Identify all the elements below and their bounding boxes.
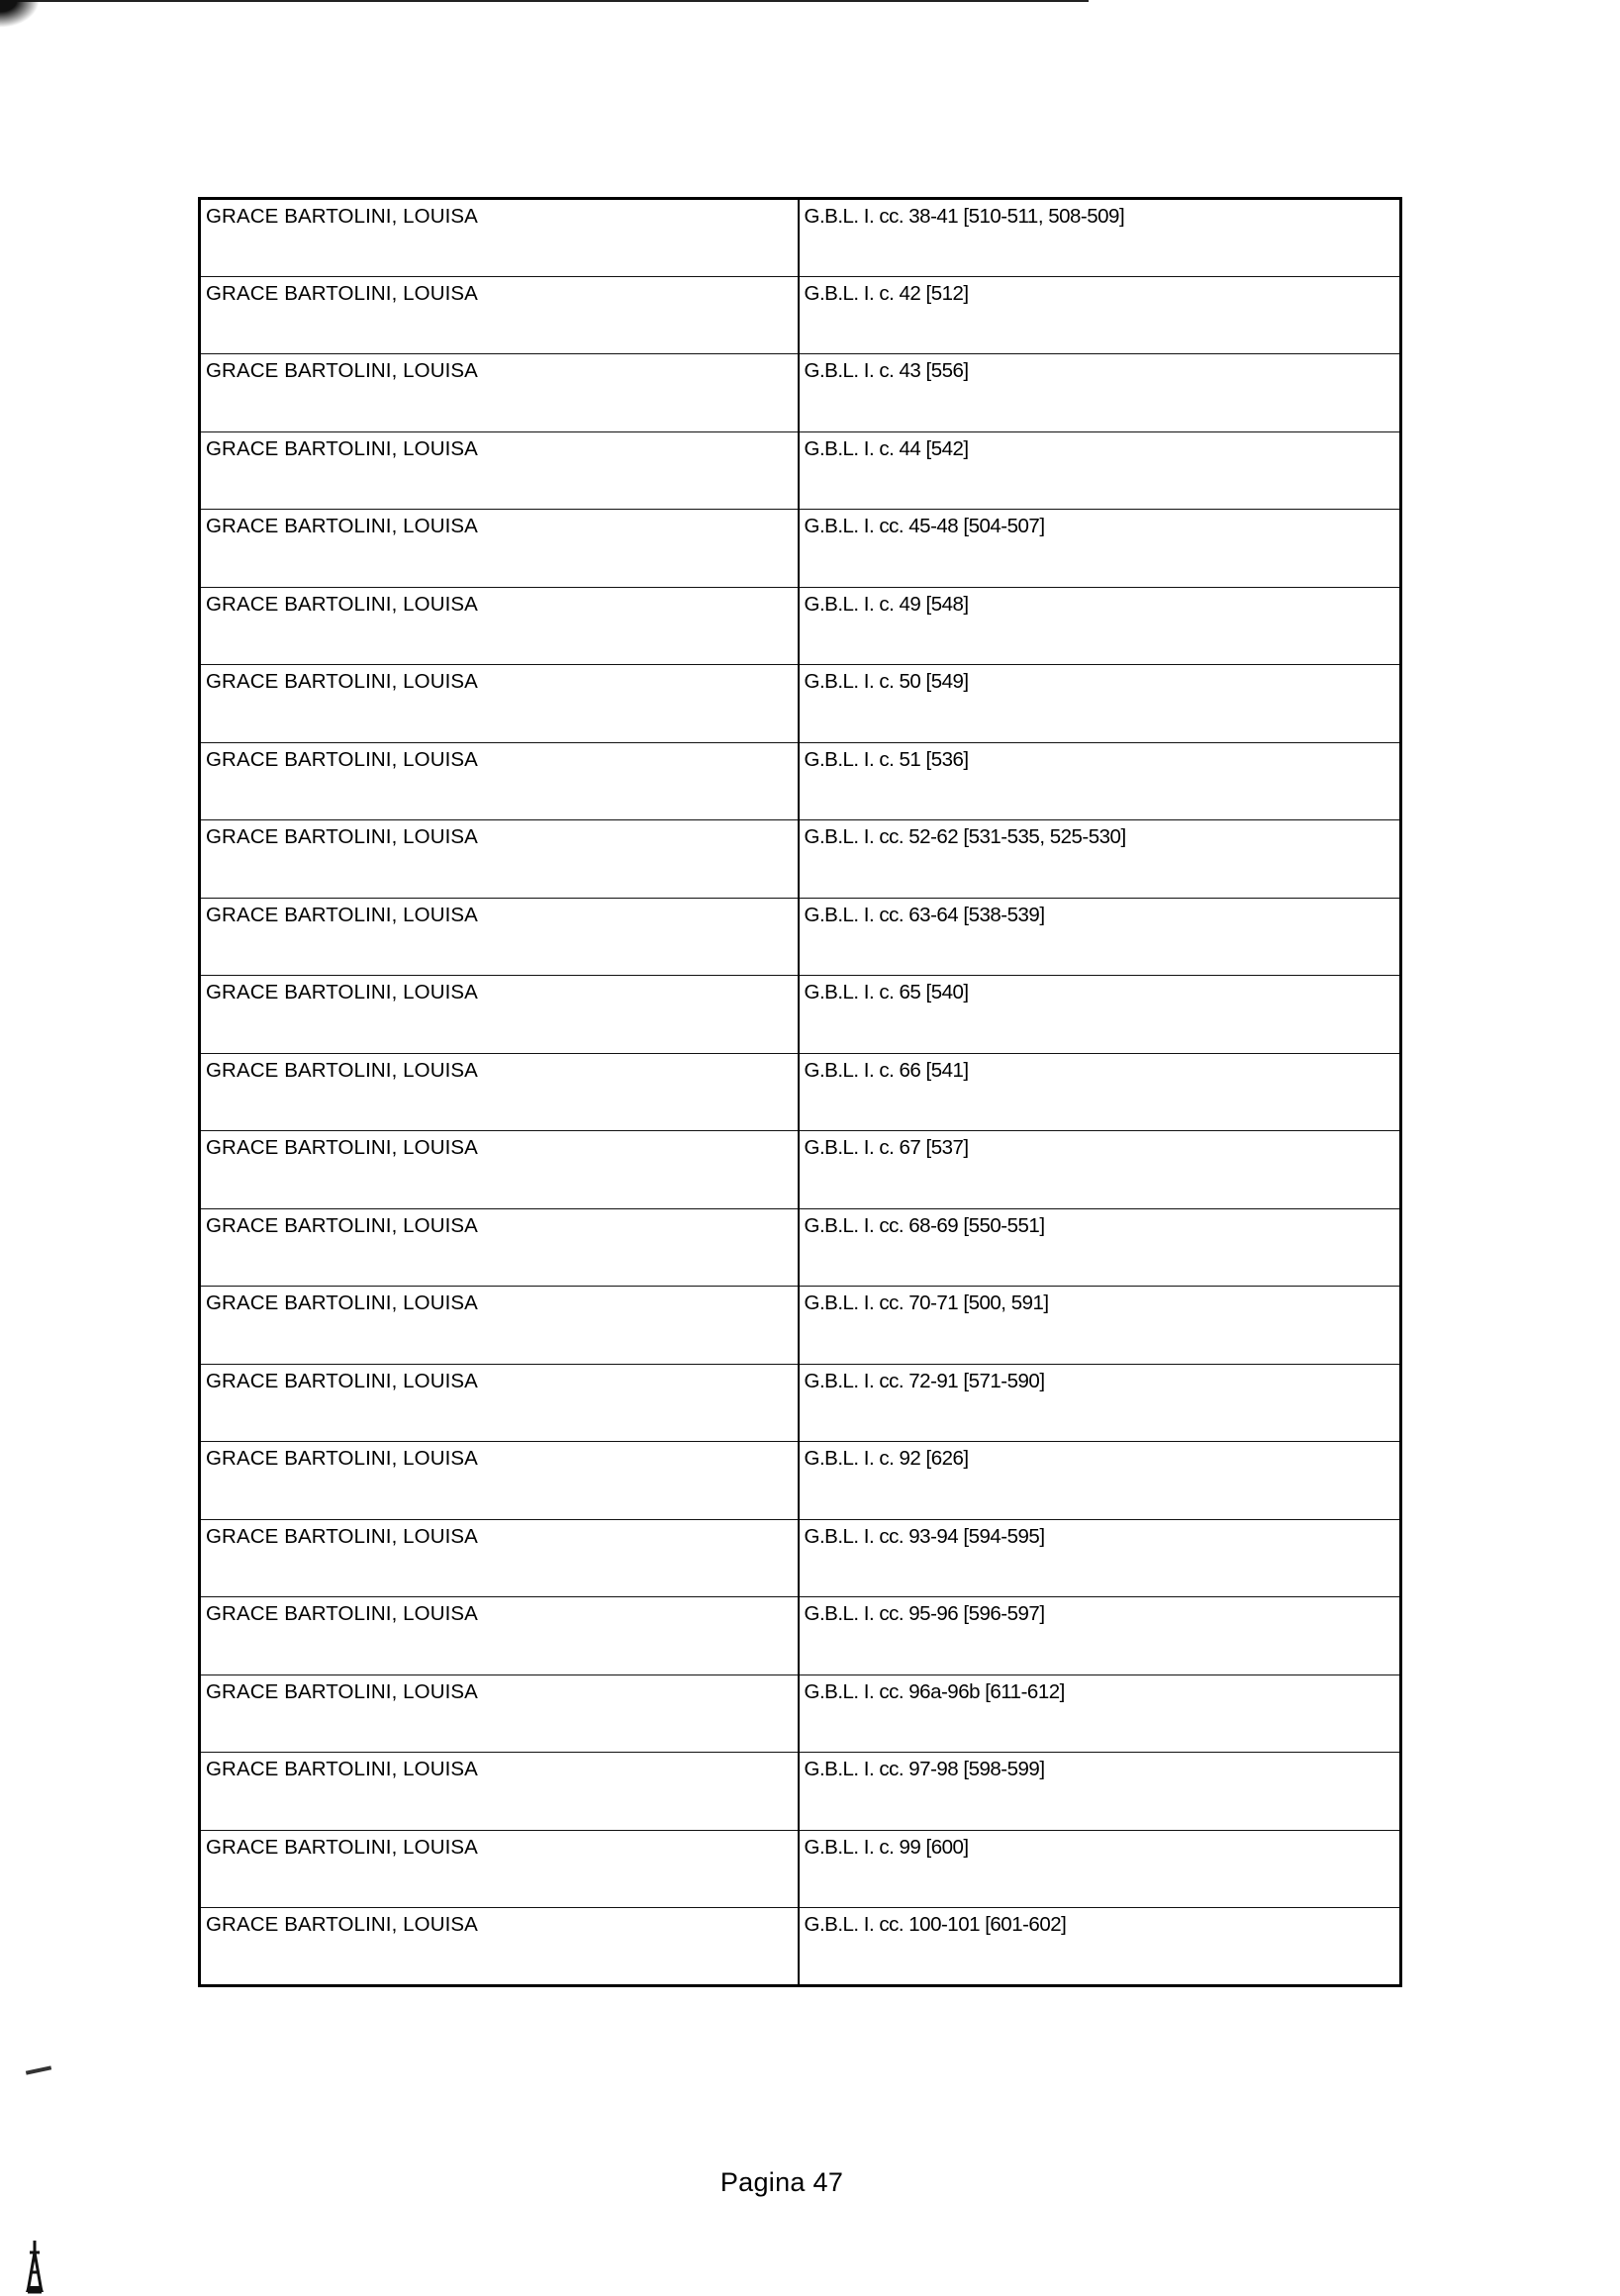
reference-cell: G.B.L. I. c. 42 [512]: [799, 276, 1401, 354]
author-cell: GRACE BARTOLINI, LOUISA: [200, 1597, 799, 1675]
reference-cell: G.B.L. I. cc. 95-96 [596-597]: [799, 1597, 1401, 1675]
reference-cell: G.B.L. I. cc. 96a-96b [611-612]: [799, 1674, 1401, 1753]
reference-cell: G.B.L. I. c. 99 [600]: [799, 1830, 1401, 1908]
scan-top-edge: [0, 0, 1089, 8]
table-row: [200, 1830, 1401, 1908]
table-row: [200, 1753, 1401, 1831]
author-cell: GRACE BARTOLINI, LOUISA: [200, 1442, 799, 1520]
scan-corner-shadow: [0, 0, 40, 28]
table-row: [200, 820, 1401, 899]
table-row: [200, 1131, 1401, 1209]
author-cell: GRACE BARTOLINI, LOUISA: [200, 1364, 799, 1442]
page-number: Pagina 47: [719, 2167, 844, 2197]
reference-cell: G.B.L. I. c. 66 [541]: [799, 1053, 1401, 1131]
table-row: [200, 510, 1401, 588]
reference-cell: G.B.L. I. c. 49 [548]: [799, 587, 1401, 665]
author-cell: GRACE BARTOLINI, LOUISA: [200, 1908, 799, 1986]
table-row: [200, 1364, 1401, 1442]
author-cell: GRACE BARTOLINI, LOUISA: [200, 1753, 799, 1831]
reference-cell: G.B.L. I. cc. 100-101 [601-602]: [799, 1908, 1401, 1986]
table-row: [200, 587, 1401, 665]
reference-cell: G.B.L. I. cc. 70-71 [500, 591]: [799, 1287, 1401, 1365]
table-row: [200, 976, 1401, 1054]
table-body: [200, 199, 1401, 1986]
reference-cell: G.B.L. I. cc. 38-41 [510-511, 508-509]: [799, 199, 1401, 277]
author-cell: GRACE BARTOLINI, LOUISA: [200, 1208, 799, 1287]
author-cell: GRACE BARTOLINI, LOUISA: [200, 431, 799, 510]
table-row: [200, 665, 1401, 743]
reference-cell: G.B.L. I. cc. 97-98 [598-599]: [799, 1753, 1401, 1831]
author-cell: GRACE BARTOLINI, LOUISA: [200, 1674, 799, 1753]
table-row: [200, 354, 1401, 432]
table-row: [200, 1053, 1401, 1131]
author-cell: GRACE BARTOLINI, LOUISA: [200, 1830, 799, 1908]
table-row: [200, 1287, 1401, 1365]
author-cell: GRACE BARTOLINI, LOUISA: [200, 820, 799, 899]
reference-cell: G.B.L. I. cc. 93-94 [594-595]: [799, 1519, 1401, 1597]
author-cell: GRACE BARTOLINI, LOUISA: [200, 354, 799, 432]
author-cell: GRACE BARTOLINI, LOUISA: [200, 1131, 799, 1209]
author-cell: GRACE BARTOLINI, LOUISA: [200, 976, 799, 1054]
table-row: [200, 898, 1401, 976]
table-row: [200, 431, 1401, 510]
reference-cell: G.B.L. I. cc. 63-64 [538-539]: [799, 898, 1401, 976]
table-row: [200, 1442, 1401, 1520]
reference-cell: G.B.L. I. cc. 72-91 [571-590]: [799, 1364, 1401, 1442]
table-row: [200, 1597, 1401, 1675]
scan-figure-mark: [22, 2239, 48, 2294]
reference-cell: G.B.L. I. c. 65 [540]: [799, 976, 1401, 1054]
reference-cell: G.B.L. I. c. 44 [542]: [799, 431, 1401, 510]
author-cell: GRACE BARTOLINI, LOUISA: [200, 665, 799, 743]
reference-cell: G.B.L. I. c. 51 [536]: [799, 742, 1401, 820]
author-cell: GRACE BARTOLINI, LOUISA: [200, 510, 799, 588]
table-row: [200, 1674, 1401, 1753]
reference-cell: G.B.L. I. c. 43 [556]: [799, 354, 1401, 432]
reference-cell: G.B.L. I. c. 67 [537]: [799, 1131, 1401, 1209]
author-cell: GRACE BARTOLINI, LOUISA: [200, 276, 799, 354]
table-row: [200, 1908, 1401, 1986]
reference-cell: G.B.L. I. c. 92 [626]: [799, 1442, 1401, 1520]
author-cell: GRACE BARTOLINI, LOUISA: [200, 1519, 799, 1597]
reference-cell: G.B.L. I. c. 50 [549]: [799, 665, 1401, 743]
table-row: [200, 199, 1401, 277]
reference-cell: G.B.L. I. cc. 68-69 [550-551]: [799, 1208, 1401, 1287]
scan-mark: [26, 2065, 51, 2074]
table-row: [200, 1519, 1401, 1597]
table-row: [200, 1208, 1401, 1287]
table-row: [200, 742, 1401, 820]
author-cell: GRACE BARTOLINI, LOUISA: [200, 742, 799, 820]
author-cell: GRACE BARTOLINI, LOUISA: [200, 199, 799, 277]
reference-cell: G.B.L. I. cc. 52-62 [531-535, 525-530]: [799, 820, 1401, 899]
catalog-table: [198, 197, 1402, 1987]
table-row: [200, 276, 1401, 354]
author-cell: GRACE BARTOLINI, LOUISA: [200, 1287, 799, 1365]
author-cell: GRACE BARTOLINI, LOUISA: [200, 587, 799, 665]
author-cell: GRACE BARTOLINI, LOUISA: [200, 1053, 799, 1131]
author-cell: GRACE BARTOLINI, LOUISA: [200, 898, 799, 976]
reference-cell: G.B.L. I. cc. 45-48 [504-507]: [799, 510, 1401, 588]
